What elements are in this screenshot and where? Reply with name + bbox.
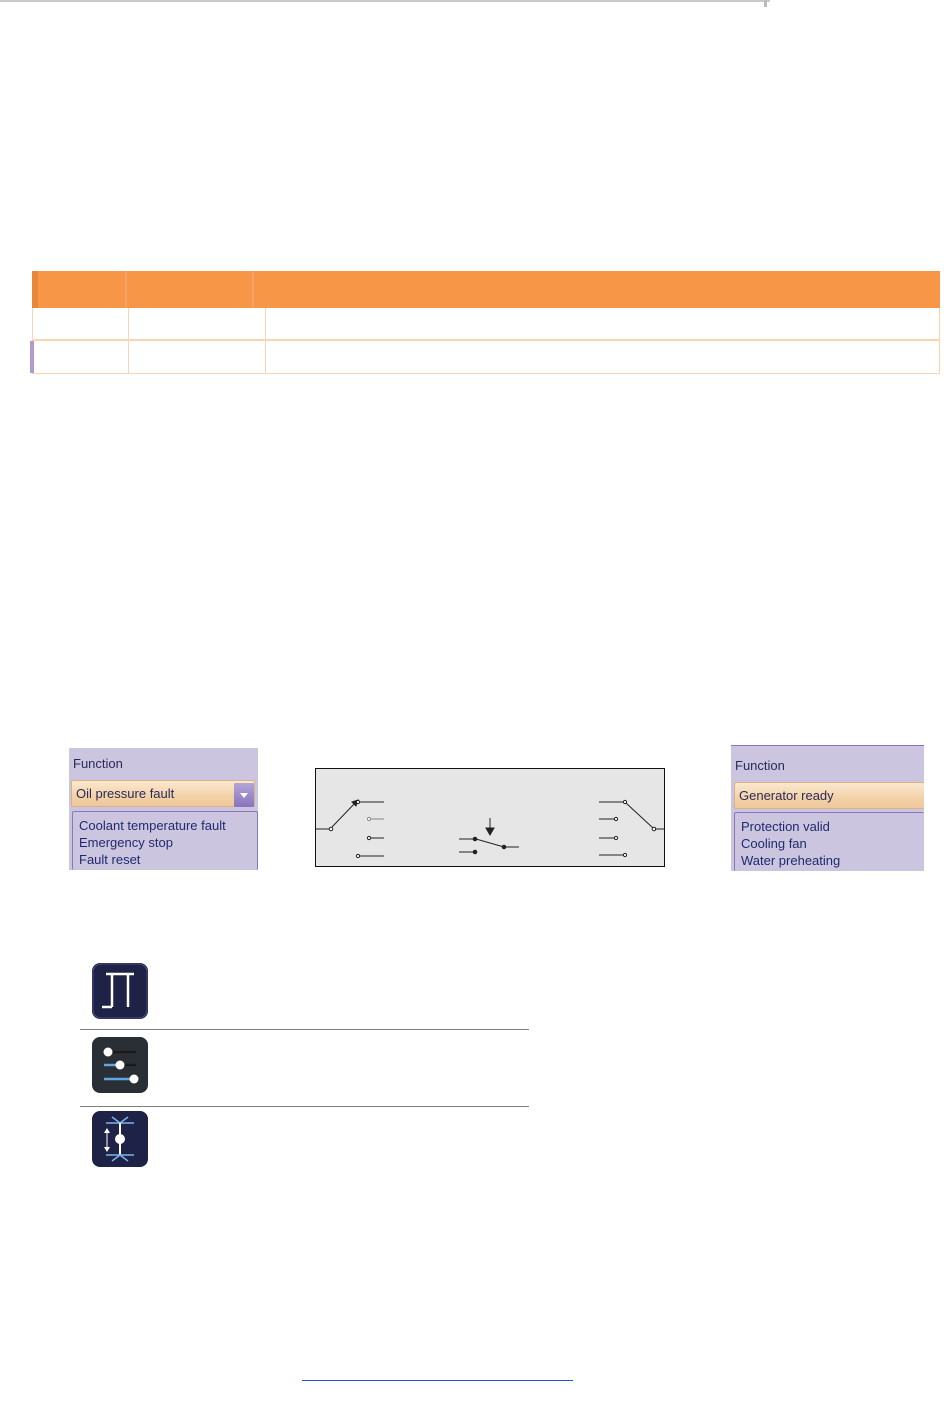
list-item[interactable]: Protection valid: [741, 819, 830, 834]
function-options-list: [734, 812, 924, 871]
header-separator: [252, 271, 254, 308]
list-item[interactable]: Emergency stop: [79, 835, 173, 850]
output-selector-symbol: [599, 800, 664, 856]
top-rule: [0, 0, 770, 8]
header-separator: [125, 271, 127, 308]
table-header-edge: [32, 271, 38, 308]
selected-function: Oil pressure fault: [76, 786, 175, 801]
cell-separator: [128, 308, 129, 339]
list-item[interactable]: Coolant temperature fault: [79, 818, 226, 833]
input-selector-symbol: [316, 800, 384, 858]
function-panel-output: [731, 745, 924, 871]
list-item[interactable]: Cooling fan: [741, 836, 807, 851]
function-switch-symbol: [459, 818, 519, 854]
cell-separator: [128, 341, 129, 373]
table-row: [32, 308, 940, 340]
switch-diagram: [315, 768, 665, 867]
vertical-range-icon[interactable]: [92, 1111, 148, 1167]
footer-link[interactable]: [302, 1380, 573, 1381]
cell-separator: [265, 341, 266, 373]
function-label: Function: [735, 758, 785, 773]
function-select[interactable]: [734, 782, 924, 809]
divider: [80, 1106, 529, 1107]
table-row: [32, 340, 940, 374]
cell-separator: [265, 308, 266, 339]
row-selection-marker: [30, 341, 34, 373]
function-label: Function: [73, 756, 123, 771]
divider: [80, 1029, 529, 1030]
list-item[interactable]: Fault reset: [79, 852, 141, 867]
gate-icon[interactable]: [92, 963, 148, 1019]
sliders-icon[interactable]: [92, 1037, 148, 1093]
chevron-down-icon: [234, 783, 254, 807]
list-item[interactable]: Water preheating: [741, 853, 841, 868]
selected-function: Generator ready: [739, 788, 834, 803]
function-options-list: [72, 811, 258, 870]
table-header: [32, 271, 940, 308]
function-select[interactable]: [71, 780, 255, 807]
function-panel-input: [69, 748, 258, 870]
dropdown-button[interactable]: [234, 783, 254, 807]
